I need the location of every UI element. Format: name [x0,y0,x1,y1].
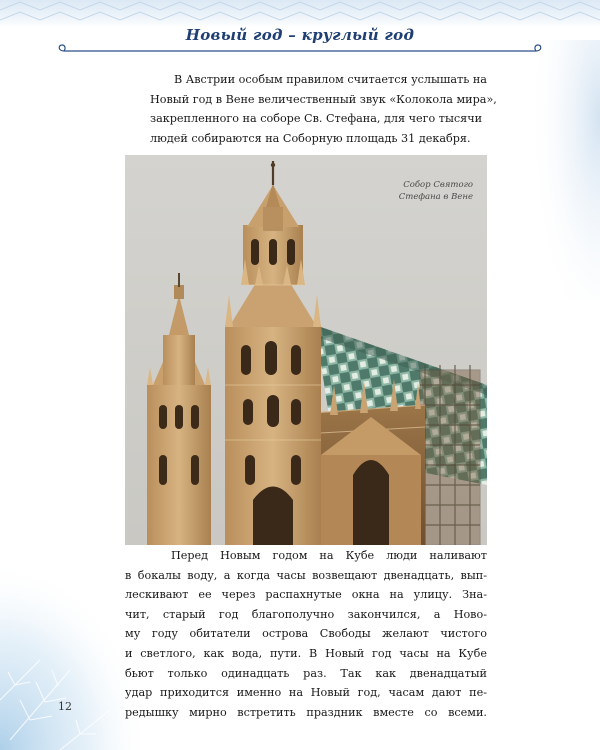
paragraph-cuba [125,546,487,722]
text-line: лескивают ее через распахнутые окна на улицу. Зна- [125,588,487,602]
text-line: бьют только одинадцать раз. Так как двенадцатый [125,666,487,680]
frost-header-decoration [0,0,600,28]
text-line: редышку мирно встретить праздник вместе со всеми. [125,705,487,719]
header-divider [56,44,544,58]
text-line: и светлого, как вода, пути. В Новый год часы на Кубе [125,646,487,660]
caption-line: Собор Святого [403,180,473,190]
running-header-title: Новый год – круглый год [185,26,415,44]
caption-line: Стефана в Вене [398,192,473,202]
text-line: в бокалы воду, а когда часы возвещают двенадцать, вып- [125,568,487,582]
cathedral-photo [125,155,487,545]
text-line: чит, старый год благополучно закончился, а Ново- [125,607,487,621]
text-line: закрепленного на соборе Св. Стефана, для чего тысячи [150,112,483,126]
frost-right-decoration [520,40,600,300]
text-line: удар приходится именно на Новый год, часам дают пе- [125,686,487,700]
page-number: 12 [58,700,72,713]
text-line: Новый год в Вене величественный звук «Колокола мира», [150,92,497,106]
paragraph-austria [150,70,497,148]
cathedral-illustration [125,155,487,545]
photo-caption [363,179,473,203]
text-line: В Австрии особым правилом считается услышать на [174,73,487,86]
text-line: му году обитатели острова Свободы желают чистого [125,627,487,641]
text-line: людей собираются на Соборную площадь 31 декабря. [150,131,471,145]
text-line: Перед Новым годом на Кубе люди наливают [171,549,487,562]
